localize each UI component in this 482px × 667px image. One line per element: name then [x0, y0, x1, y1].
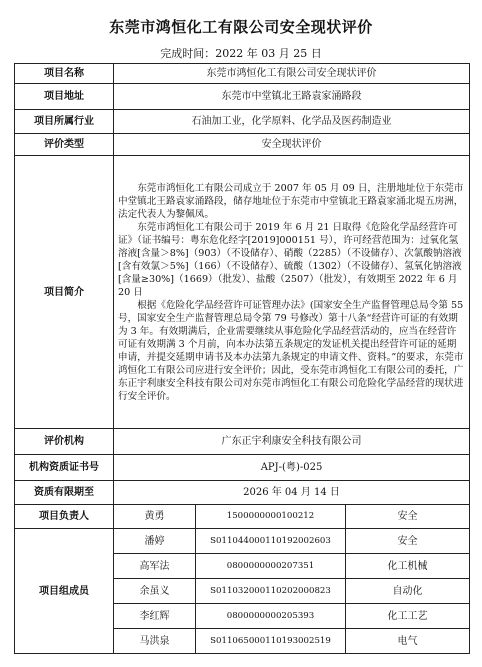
- member-id: S011044000110192002603: [196, 529, 346, 554]
- leader-name: 黄勇: [114, 505, 196, 529]
- row-project-intro: [15, 156, 470, 429]
- member-name: 余虽义: [114, 579, 196, 604]
- row-industry: [15, 110, 470, 134]
- value-validity: 2026 年 04 月 14 日: [114, 481, 470, 505]
- label-agency: 评价机构: [15, 429, 114, 455]
- member-name: 高军法: [114, 554, 196, 579]
- leader-id: 1500000000100212: [196, 505, 346, 529]
- leader-field: 安全: [346, 505, 470, 529]
- row-project-address: [15, 84, 470, 110]
- value-project-name: 东莞市鸿恒化工有限公司安全现状评价: [114, 64, 470, 84]
- label-eval-type: 评价类型: [15, 134, 114, 156]
- intro-paragraph: 东莞市鸿恒化工有限公司成立于 2007 年 05 月 09 日，注册地址位于东莞市中堂镇北王路袁家涌路段，储存地址位于东莞市中堂镇北王路袁家涌北堤五房洲，法定代表人为黎佩凤。: [118, 182, 464, 220]
- member-name: 马洪泉: [114, 629, 196, 654]
- completion-date: 完成时间：2022 年 03 月 25 日: [160, 47, 322, 60]
- member-field: 电气: [346, 629, 470, 654]
- member-row: [15, 529, 470, 554]
- member-id: S011065000110193002519: [196, 629, 346, 654]
- row-project-name: [15, 64, 470, 84]
- label-project-address: 项目地址: [15, 84, 114, 110]
- label-industry: 项目所属行业: [15, 110, 114, 134]
- label-leader: 项目负责人: [15, 505, 114, 529]
- intro-paragraph: 东莞市鸿恒化工有限公司于 2019 年 6 月 21 日取得《危险化学品经营许可证》（证书编号：粤东危化经字[2019]000151 号），许可经营范围为：过氧化氢溶液[含量＞8%]（903）（不设储存）、硝酸（2285）（不设储存）、次氯酸钠溶液[含有效氯＞5%]（166）（不设储存）、硫酸（1302）（不设储存）、氢氧化钠溶液[含量≥30%]（1669）（批发）、盐酸（2507）（批发），有效期至 2022 年 6 月 20 日: [118, 221, 462, 298]
- value-cert: APJ-(粤)-025: [114, 455, 470, 481]
- row-leader: [15, 505, 470, 529]
- document-title: 东莞市鸿恒化工有限公司安全现状评价: [109, 18, 373, 36]
- member-id: 0800000000205393: [196, 604, 346, 629]
- member-field: 化工工艺: [346, 604, 470, 629]
- label-project-intro: 项目简介: [15, 156, 114, 429]
- row-validity: [15, 481, 470, 505]
- label-project-name: 项目名称: [15, 64, 114, 84]
- row-agency: [15, 429, 470, 455]
- report-table: [14, 63, 470, 654]
- member-name: 李红辉: [114, 604, 196, 629]
- project-intro-text: [114, 156, 470, 429]
- member-field: 自动化: [346, 579, 470, 604]
- member-id: 0800000000207351: [196, 554, 346, 579]
- value-eval-type: 安全现状评价: [114, 134, 470, 156]
- row-cert: [15, 455, 470, 481]
- label-members: 项目组成员: [15, 529, 114, 654]
- intro-paragraph: 根据《危险化学品经营许可证管理办法》(国家安全生产监督管理总局令第 55 号，国家安全生产监督管理总局令第 79 号修改）第十八条“经营许可证的有效期为 3 年。有效期满后，企业需要继续从事危险化学品经营活动的，应当在经营许可证有效期满 3 个月前，向本办法第五条规定的发证机关提出经营许可证的延期申请，并提交延期申请书及本办法第九条规定的申请文件、资料。”的要求，东莞市鸿恒化工有限公司应进行安全评价；因此，受东莞市鸿恒化工有限公司的委托，广东正宇利康安全科技有限公司对东莞市鸿恒化工有限公司危险化学品经营的现状进行安全评价。: [118, 299, 464, 402]
- member-field: 安全: [346, 529, 470, 554]
- value-project-address: 东莞市中堂镇北王路袁家涌路段: [114, 84, 470, 110]
- member-field: 化工机械: [346, 554, 470, 579]
- label-validity: 资质有限期至: [15, 481, 114, 505]
- member-id: S011032000110202000823: [196, 579, 346, 604]
- member-name: 潘婷: [114, 529, 196, 554]
- row-eval-type: [15, 134, 470, 156]
- label-cert: 机构资质证书号: [15, 455, 114, 481]
- value-agency: 广东正宇利康安全科技有限公司: [114, 429, 470, 455]
- value-industry: 石油加工业，化学原料、化学品及医药制造业: [114, 110, 470, 134]
